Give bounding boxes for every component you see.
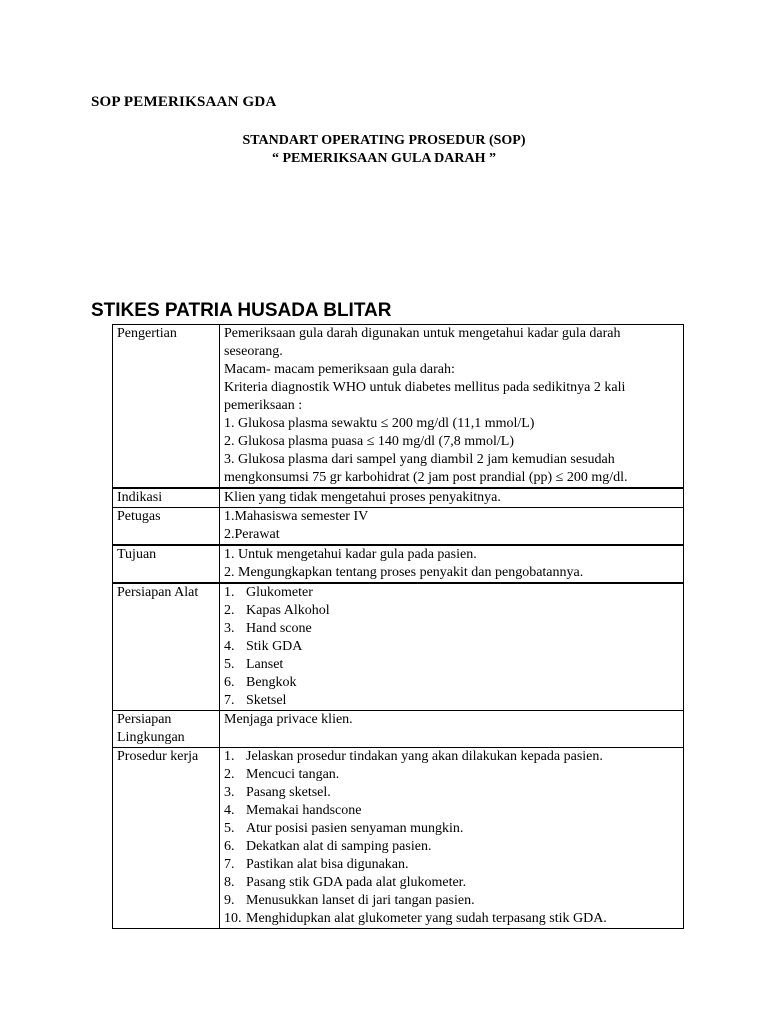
label-persiapan-alat: Persiapan Alat [113, 583, 220, 711]
document-title: SOP PEMERIKSAAN GDA [91, 94, 277, 110]
sop-table [112, 324, 684, 929]
list-item: 4. Stik GDA [224, 639, 303, 654]
tujuan-line: 1. Untuk mengetahui kadar gula pada pasien. [224, 547, 477, 562]
value-petugas [220, 508, 684, 546]
pengertian-line: 3. Glukosa plasma dari sampel yang diambil 2 jam kemudian sesudah mengkonsumsi 75 gr karbohidrat (2 jam post prandial (pp) ≤ 200 mg/dl. [224, 452, 628, 485]
row-persiapan-lingkungan [113, 711, 684, 748]
label-petugas: Petugas [113, 508, 220, 546]
pengertian-line: 2. Glukosa plasma puasa ≤ 140 mg/dl (7,8 mmol/L) [224, 434, 514, 449]
value-persiapan-alat [220, 583, 684, 711]
list-item: 5. Atur posisi pasien senyaman mungkin. [224, 821, 464, 836]
petugas-line: 1.Mahasiswa semester IV [224, 509, 369, 524]
list-item: 1. Jelaskan prosedur tindakan yang akan dilakukan kepada pasien. [224, 749, 603, 764]
sop-heading [0, 132, 768, 168]
list-item: 6. Dekatkan alat di samping pasien. [224, 839, 432, 854]
list-item: 3. Hand scone [224, 621, 312, 636]
list-item: 3. Pasang sketsel. [224, 785, 331, 800]
list-item: 9. Menusukkan lanset di jari tangan pasien. [224, 893, 475, 908]
row-prosedur-kerja [113, 748, 684, 929]
label-prosedur-kerja: Prosedur kerja [113, 748, 220, 929]
tujuan-line: 2. Mengungkapkan tentang proses penyakit dan pengobatannya. [224, 565, 584, 580]
list-item: 1. Glukometer [224, 585, 313, 600]
list-item: 2. Kapas Alkohol [224, 603, 330, 618]
label-pengertian: Pengertian [113, 325, 220, 489]
list-item: 6. Bengkok [224, 675, 297, 690]
prosedur-list [224, 748, 679, 928]
sop-heading-line2: “ PEMERIKSAAN GULA DARAH ” [271, 151, 496, 166]
pengertian-line: Kriteria diagnostik WHO untuk diabetes mellitus pada sedikitnya 2 kali pemeriksaan : [224, 380, 626, 413]
row-petugas [113, 508, 684, 546]
institution-name: STIKES PATRIA HUSADA BLITAR [91, 300, 392, 321]
list-item: 2. Mencuci tangan. [224, 767, 340, 782]
pengertian-line: Pemeriksaan gula darah digunakan untuk mengetahui kadar gula darah seseorang. [224, 326, 621, 359]
list-item: 10. Menghidupkan alat glukometer yang sudah terpasang stik GDA. [224, 911, 607, 926]
label-persiapan-lingkungan: Persiapan Lingkungan [113, 711, 220, 748]
value-prosedur-kerja [220, 748, 684, 929]
list-item: 4. Memakai handscone [224, 803, 362, 818]
label-tujuan: Tujuan [113, 545, 220, 583]
label-indikasi: Indikasi [113, 488, 220, 508]
value-indikasi: Klien yang tidak mengetahui proses penyakitnya. [220, 488, 684, 508]
pengertian-line: 1. Glukosa plasma sewaktu ≤ 200 mg/dl (11,1 mmol/L) [224, 416, 535, 431]
row-indikasi [113, 488, 684, 508]
value-pengertian [220, 325, 684, 489]
pengertian-line: Macam- macam pemeriksaan gula darah: [224, 362, 455, 377]
row-tujuan [113, 545, 684, 583]
row-persiapan-alat [113, 583, 684, 711]
alat-list [224, 584, 679, 710]
petugas-line: 2.Perawat [224, 527, 280, 542]
value-tujuan [220, 545, 684, 583]
list-item: 5. Lanset [224, 657, 284, 672]
row-pengertian [113, 325, 684, 489]
sop-heading-line1: STANDART OPERATING PROSEDUR (SOP) [242, 133, 526, 148]
list-item: 7. Sketsel [224, 693, 287, 708]
list-item: 7. Pastikan alat bisa digunakan. [224, 857, 409, 872]
value-persiapan-lingkungan: Menjaga privace klien. [220, 711, 684, 748]
list-item: 8. Pasang stik GDA pada alat glukometer. [224, 875, 467, 890]
